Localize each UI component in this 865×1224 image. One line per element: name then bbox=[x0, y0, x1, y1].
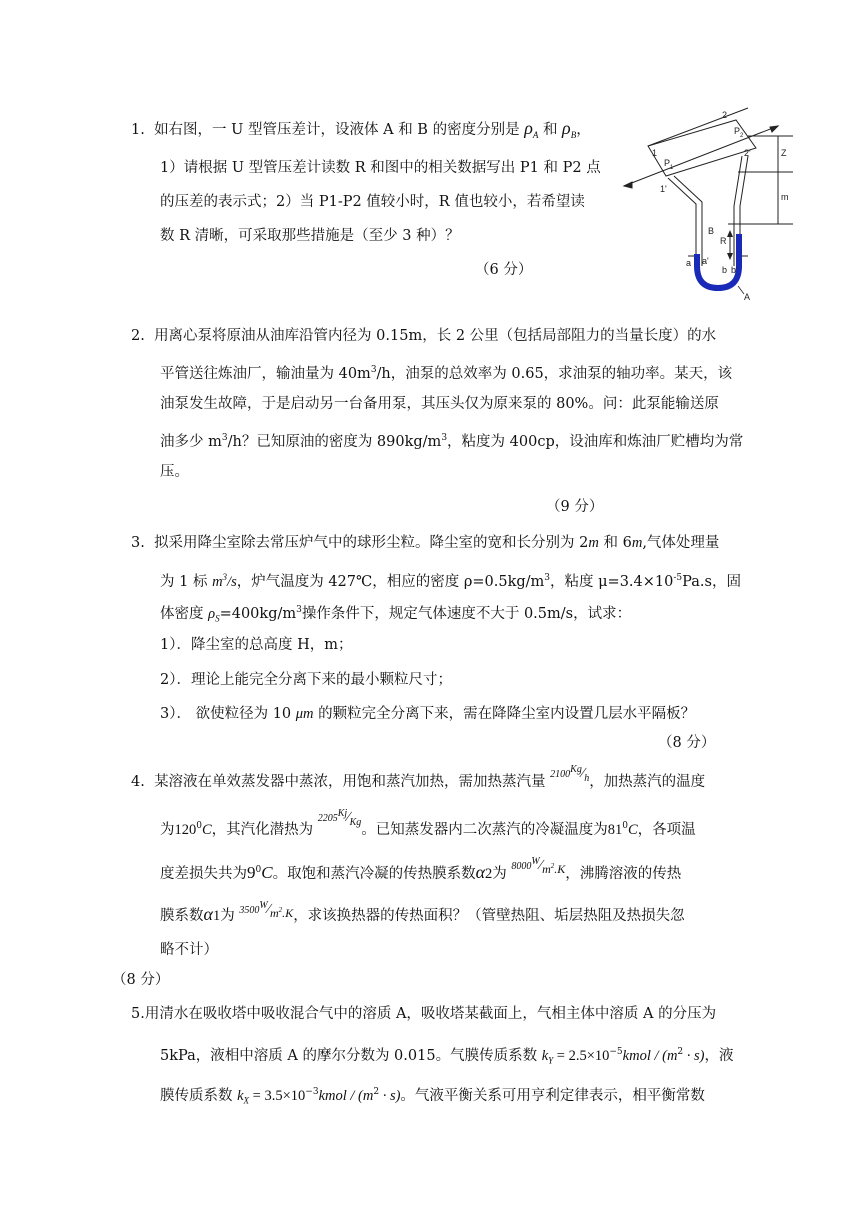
figure-label-a: a bbox=[686, 258, 692, 268]
q2-line-1: 2. 用离心泵将原油从油库沿管内径为 0.15m，长 2 公里（包括局部阻力的当量长度）的水 bbox=[131, 328, 717, 344]
q3-line-1: 3. 拟采用降尘室除去常压炉气中的球形尘粒。降尘室的宽和长分别为 2m 和 6m,气体处理量 bbox=[131, 535, 720, 551]
q4-line-2: 为$120^0C$，其汽化潜热为 2205Kj∕Kg。已知蒸发器内二次蒸汽的冷凝温度为$81^0C$，各项温 bbox=[160, 808, 696, 838]
q3-line-6: 3）． 欲使粒径为 10 μm 的颗粒完全分离下来，需在降降尘室内设置几层水平隔板？ bbox=[160, 706, 696, 722]
figure-label-p2-sub: 2 bbox=[740, 133, 744, 139]
q4-line-5: 略不计） bbox=[160, 942, 218, 958]
q3-score: （8 分） bbox=[658, 735, 716, 751]
q1-line-3: 的压差的表示式；2）当 P1-P2 值较小时，R 值也较小，若希望读 bbox=[160, 194, 585, 210]
q5-line-1: 5.用清水在吸收塔中吸收混合气中的溶质 A，吸收塔某截面上，气相主体中溶质 A 的分压为 bbox=[131, 1006, 717, 1022]
steam-rate-formula: 2100Kg∕h bbox=[550, 764, 590, 784]
figure-label-b: b bbox=[722, 265, 728, 275]
figure-label-p1: P bbox=[664, 158, 671, 168]
q4-line-4: 膜系数α1为 $3500W∕m^2.K$，求该换热器的传热面积？（管壁热阻、垢层热阻及热损失忽 bbox=[160, 904, 685, 929]
q2-line-2: 平管送往炼油厂，输油量为 $40m^3/h$，油泵的总效率为 0.65，求油泵的轴功率。某天，该 bbox=[160, 365, 733, 382]
q4-line-1: 4. 某溶液在单效蒸发器中蒸浓，用饱和蒸汽加热，需加热蒸汽量 2100Kg∕h，加热蒸汽的温度 bbox=[131, 764, 706, 790]
q3-line-4: 1）．降尘室的总高度 H，m； bbox=[160, 637, 353, 653]
figure-label-2prime: 2' bbox=[744, 148, 751, 158]
figure-label-r: R bbox=[720, 236, 727, 246]
q1-line-4: 数 R 清晰，可采取那些措施是（至少 3 种）？ bbox=[160, 228, 460, 244]
q3-line-3: 体密度 $\rho_S=400kg/m^3$操作条件下，规定气体速度不大于 0.5m/s，试求： bbox=[160, 605, 632, 624]
q1-score: （6 分） bbox=[475, 262, 533, 278]
q2-line-3: 油泵发生故障，于是启动另一台备用泵，其压头仅为原来泵的 80%。问：此泵能输送原 bbox=[160, 396, 719, 412]
q5-line-2: 5kPa，液相中溶质 A 的摩尔分数为 0.015。气膜传质系数 $k_Y$ = $2.5\times 10^{-5}kmol / (m^2 \cdot s)$，液 bbox=[160, 1047, 734, 1066]
q5-line-3: 膜传质系数 $k_X$ = $3.5\times 10^{-3}kmol / (m^2 \cdot s)$。气液平衡关系可用亨利定律表示，相平衡常数 bbox=[160, 1087, 705, 1106]
boiling-coefficient-formula: $3500W∕m^2.K$ bbox=[239, 900, 294, 920]
figure-label-a-fluid: A bbox=[744, 292, 751, 302]
figure-label-bprime: b' bbox=[731, 265, 738, 275]
q4-line-3: 度差损失共为$9^0C$。取饱和蒸汽冷凝的传热膜系数α2为 $8000W∕m^2.K$，沸腾溶液的传热 bbox=[160, 860, 681, 885]
figure-label-z: Z bbox=[781, 148, 787, 158]
q1-line-1: 1. 如右图，一 U 型管压差计，设液体 A 和 B 的密度分别是 $\rho_A$ 和 $\rho_B$， bbox=[131, 118, 591, 140]
q2-line-4: 油多少 $m^3/h$？已知原油的密度为 $890kg/m^3$，粘度为 400cp，设油库和炼油厂贮槽均为常 bbox=[160, 433, 744, 450]
figure-label-aprime: a' bbox=[702, 256, 709, 266]
figure-label-1: 1 bbox=[652, 148, 658, 158]
q1-line-2: 1）请根据 U 型管压差计读数 R 和图中的相关数据写出 P1 和 P2 点 bbox=[160, 160, 601, 176]
figure-label-b-fluid: B bbox=[708, 226, 715, 236]
q2-line-5: 压。 bbox=[160, 464, 189, 480]
q1-number: 1. bbox=[131, 122, 145, 138]
q3-line-5: 2）．理论上能完全分离下来的最小颗粒尺寸； bbox=[160, 672, 452, 688]
figure-label-m: m bbox=[781, 192, 789, 202]
q3-line-2: 为 1 标 $m^3/s$，炉气温度为 427℃，相应的密度 $\rho=0.5kg/m^3$，粘度 $\mu=3.4\times 10^{-5}Pa.s$，固 bbox=[160, 572, 741, 590]
figure-label-2: 2 bbox=[722, 110, 728, 120]
q4-score: （8 分） bbox=[112, 972, 170, 988]
figure-label-p1-sub: 1 bbox=[670, 165, 674, 171]
figure-label-p2: P bbox=[734, 126, 741, 136]
figure-label-1prime: 1' bbox=[660, 184, 667, 194]
u-tube-manometer-figure bbox=[618, 106, 798, 304]
latent-heat-formula: 2205Kj∕Kg bbox=[317, 808, 362, 828]
q2-score: （9 分） bbox=[546, 499, 604, 515]
condensation-coefficient-formula: $8000W∕m^2.K$ bbox=[511, 856, 566, 876]
